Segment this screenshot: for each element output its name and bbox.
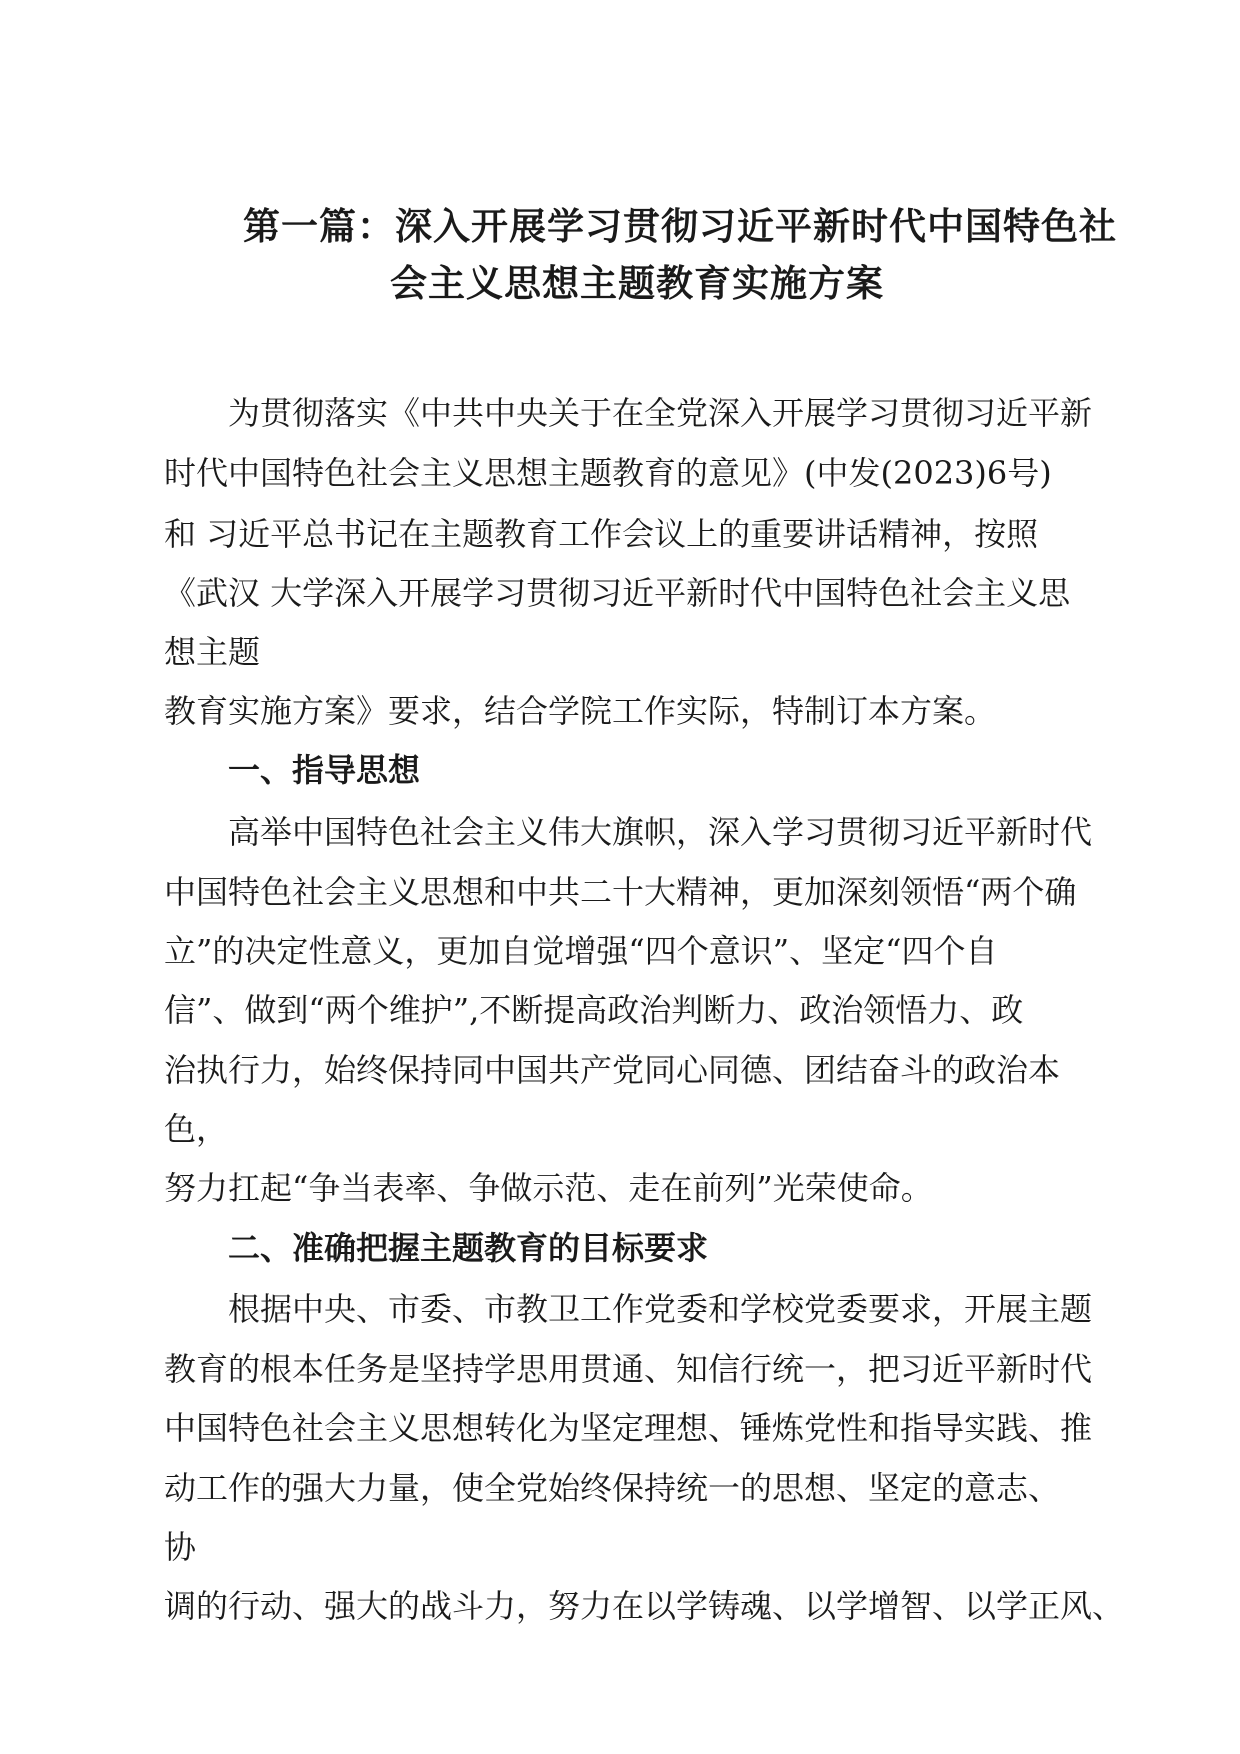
section2-line: 教育的根本任务是坚持学思用贯通、知信行统一，把习近平新时代 bbox=[164, 1350, 1093, 1388]
section-heading-1: 一、指导思想 bbox=[228, 751, 421, 789]
section1-line: 色， bbox=[164, 1110, 229, 1148]
section2-line: 调的行动、强大的战斗力，努力在以学铸魂、以学增智、以学正风、 bbox=[164, 1587, 1125, 1625]
section1-line: 中国特色社会主义思想和中共二十大精神，更加深刻领悟“两个确 bbox=[164, 873, 1077, 911]
intro-line: 时代中国特色社会主义思想主题教育的意见》(中发(2023)6号) bbox=[164, 454, 1052, 492]
section2-line: 根据中央、市委、市教卫工作党委和学校党委要求，开展主题 bbox=[228, 1290, 1093, 1328]
section2-line: 动工作的强大力量，使全党始终保持统一的思想、坚定的意志、 bbox=[164, 1469, 1061, 1507]
intro-line: 想主题 bbox=[164, 633, 261, 671]
section1-line: 信”、做到“两个维护”,不断提高政治判断力、政治领悟力、政 bbox=[164, 991, 1024, 1029]
title-line-2: 会主义思想主题教育实施方案 bbox=[390, 262, 884, 305]
intro-line: 为贯彻落实《中共中央关于在全党深入开展学习贯彻习近平新 bbox=[228, 394, 1093, 432]
section1-line: 治执行力，始终保持同中国共产党同心同德、团结奋斗的政治本 bbox=[164, 1051, 1061, 1089]
intro-line: 《武汉 大学深入开展学习贯彻习近平新时代中国特色社会主义思 bbox=[164, 574, 1071, 612]
section-heading-2: 二、准确把握主题教育的目标要求 bbox=[228, 1229, 709, 1267]
section2-line: 协 bbox=[164, 1528, 197, 1566]
section2-line: 中国特色社会主义思想转化为坚定理想、锤炼党性和指导实践、推 bbox=[164, 1409, 1093, 1447]
section1-line: 高举中国特色社会主义伟大旗帜，深入学习贯彻习近平新时代 bbox=[228, 813, 1093, 851]
section1-line: 努力扛起“争当表率、争做示范、走在前列”光荣使命。 bbox=[164, 1169, 933, 1207]
intro-line: 教育实施方案》要求，结合学院工作实际，特制订本方案。 bbox=[164, 692, 997, 730]
section1-line: 立”的决定性意义，更加自觉增强“四个意识”、坚定“四个自 bbox=[164, 932, 998, 970]
intro-line: 和 习近平总书记在主题教育工作会议上的重要讲话精神，按照 bbox=[164, 515, 1039, 553]
title-line-1: 第一篇：深入开展学习贯彻习近平新时代中国特色社 bbox=[243, 205, 1117, 248]
